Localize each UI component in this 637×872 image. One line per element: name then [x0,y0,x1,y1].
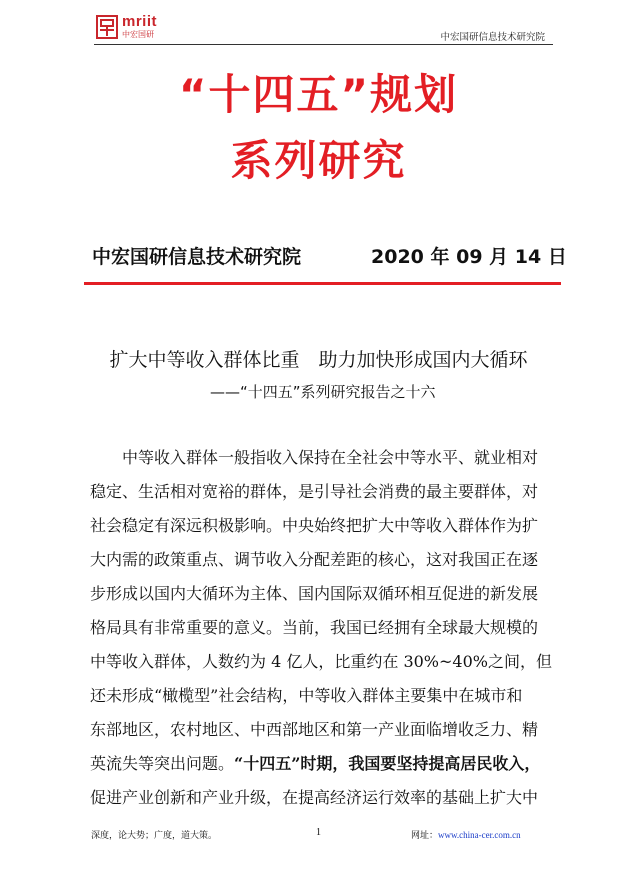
logo-text: mriit [122,13,158,30]
header-divider [94,44,553,45]
body-line: 中等收入群体，人数约为 4 亿人，比重约在 30%~40%之间，但 [90,652,552,671]
body-line [90,753,555,775]
header-org: 中宏国研信息技术研究院 [440,32,545,43]
logo-mark-icon [96,15,118,39]
footer-slogan: 深度，论大势；广度，道大策。 [91,831,218,841]
cover-title-line2: 系列研究 [230,136,407,185]
body-line: 稳定、生活相对宽裕的群体，是引导社会消费的最主要群体，对 [90,482,539,501]
logo-subtext: 中宏国研 [122,30,154,39]
body-text-normal: 英流失等突出问题。 [90,754,235,773]
cover-title-line1: “十四五”规划 [178,70,459,119]
body-line: 促进产业创新和产业升级，在提高经济运行效率的基础上扩大中 [90,788,539,807]
body-line: 大内需的政策重点、调节收入分配差距的核心，这对我国正在逐 [90,550,539,569]
footer-website [411,828,521,841]
footer-url-label: 网址： [411,831,439,841]
brand-logo [96,15,206,41]
cover-org: 中宏国研信息技术研究院 [92,246,302,268]
body-line: 格局具有非常重要的意义。当前，我国已经拥有全球最大规模的 [90,618,539,637]
body-line: 中等收入群体一般指收入保持在全社会中等水平、就业相对 [90,448,539,467]
body-line: 还未形成“橄榄型”社会结构，中等收入群体主要集中在城市和 [90,686,523,705]
body-line: 东部地区，农村地区、中西部地区和第一产业面临增收乏力、精 [90,720,539,739]
body-text-bold: “十四五”时期，我国要坚持提高居民收入， [234,754,541,773]
body-line: 步形成以国内大循环为主体、国内国际双循环相互促进的新发展 [90,584,539,603]
article-title: 扩大中等收入群体比重 助力加快形成国内大循环 [109,349,528,371]
article-subtitle: ——“十四五”系列研究报告之十六 [210,383,436,401]
page-number: 1 [316,827,321,838]
cover-date: 2020 年 09 月 14 日 [371,246,567,268]
red-divider [84,282,561,285]
body-line: 社会稳定有深远积极影响。中央始终把扩大中等收入群体作为扩 [90,516,539,535]
website-link[interactable]: www.china-cer.com.cn [438,830,521,840]
